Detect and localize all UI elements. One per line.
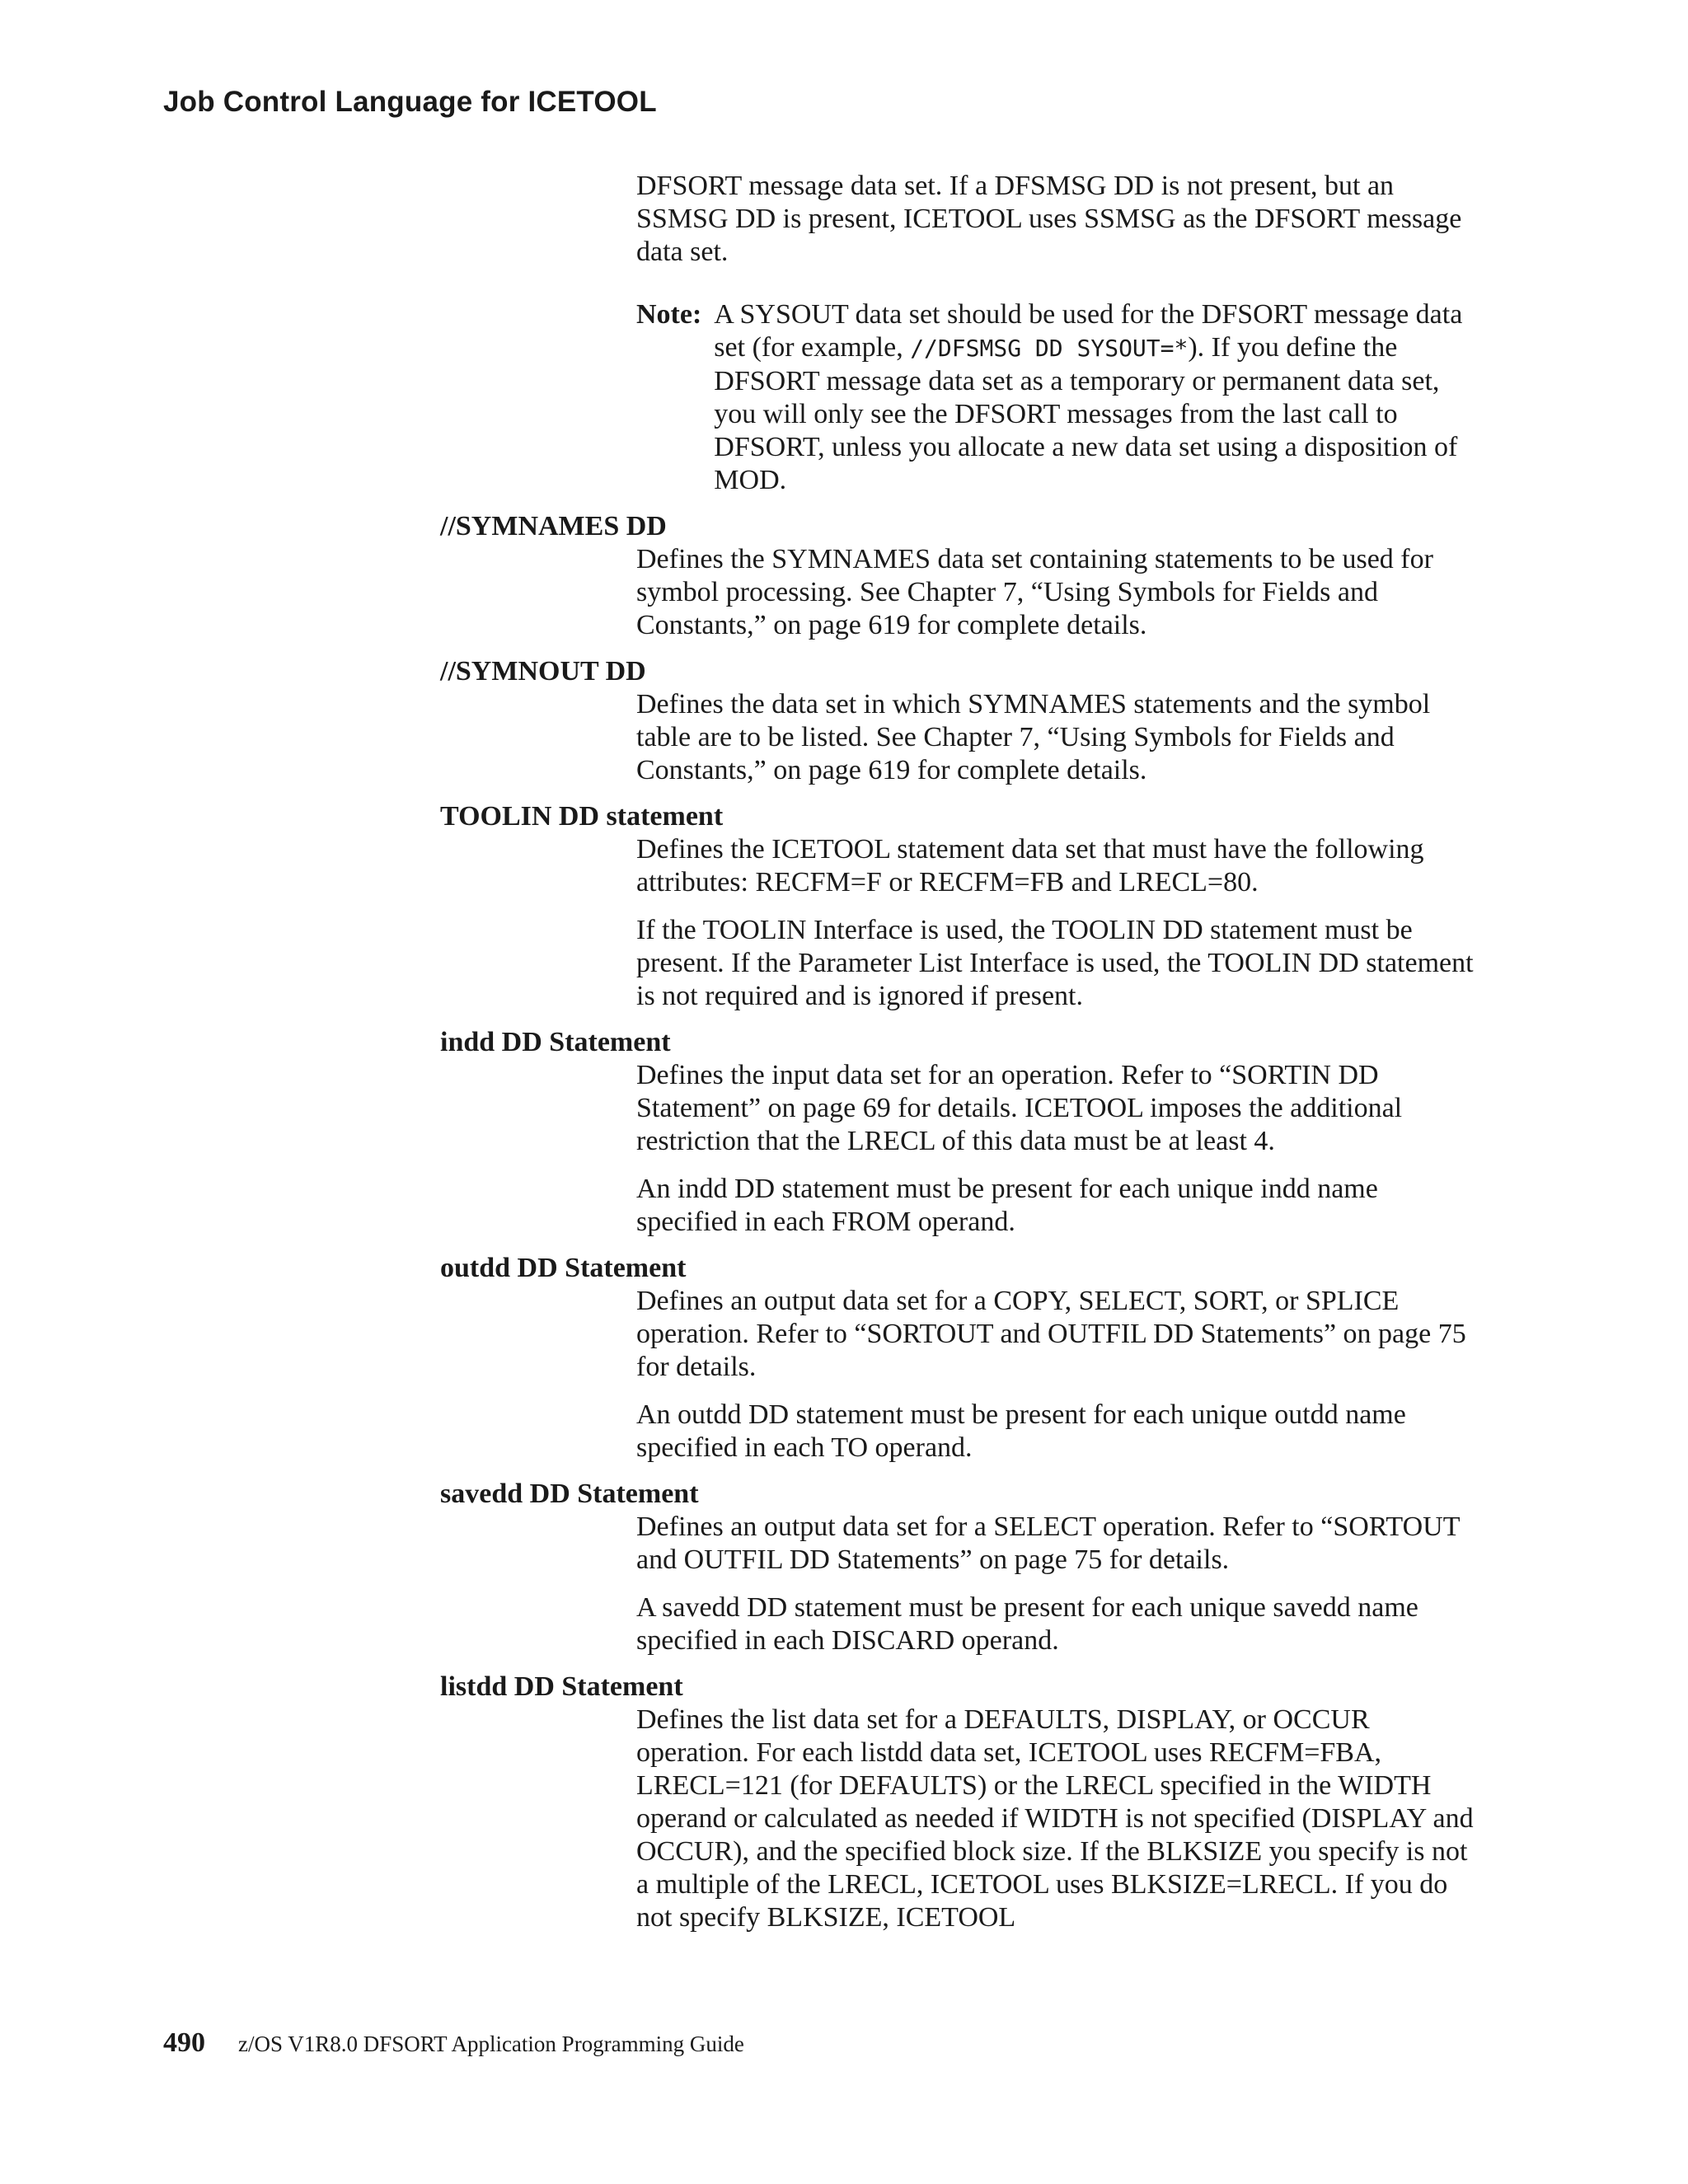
term-savedd: savedd DD Statement [440, 1479, 699, 1509]
note-text [714, 298, 1477, 497]
definition-symnames [0, 510, 1688, 642]
definition-outdd [0, 1252, 1688, 1465]
description-paragraph: Defines an output data set for a SELECT operation. Refer to “SORTOUT and OUTFIL DD Statements” on page 75 for details. [636, 1511, 1460, 1575]
description-symnout [0, 688, 1688, 787]
definition-toolin [0, 800, 1688, 1013]
description-savedd [0, 1511, 1688, 1657]
description-paragraph: Defines the SYMNAMES data set containing statements to be used for symbol processing. See Chapter 7, “Using Symbols for Fields and Constants,” on page 619 for complete details. [636, 544, 1433, 640]
page-content [0, 170, 1688, 1947]
intro-paragraph: DFSORT message data set. If a DFSMSG DD is not present, but an SSMSG DD is present, ICETOOL uses SSMSG as the DFSORT message data set. [636, 171, 1462, 267]
term-symnames: //SYMNAMES DD [440, 511, 667, 541]
page-footer [163, 2027, 744, 2059]
term-toolin: TOOLIN DD statement [440, 801, 724, 832]
definition-symnout [0, 655, 1688, 787]
description-symnames [0, 543, 1688, 642]
running-header: Job Control Language for ICETOOL [163, 86, 657, 118]
description-indd [0, 1059, 1688, 1239]
description-paragraph: Defines the data set in which SYMNAMES statements and the symbol table are to be listed. See Chapter 7, “Using Symbols for Fields and Constants,” on page 619 for complete details. [636, 689, 1431, 785]
definition-indd [0, 1026, 1688, 1239]
description-paragraph: A savedd DD statement must be present for each unique savedd name specified in each DISCARD operand. [636, 1592, 1418, 1656]
description-listdd [0, 1704, 1688, 1934]
description-paragraph: If the TOOLIN Interface is used, the TOOLIN DD statement must be present. If the Parameter List Interface is used, the TOOLIN DD statement is not required and is ignored if present. [636, 915, 1474, 1011]
note-text-after: ). If you define the DFSORT message data set as a temporary or permanent data set, you will only see the DFSORT messages from the last call to DFSORT, unless you allocate a new data set using a disposition of MOD. [714, 332, 1458, 495]
description-paragraph: An outdd DD statement must be present for each unique outdd name specified in each TO operand. [636, 1399, 1406, 1463]
note-code-sample: //DFSMSG DD SYSOUT=* [910, 335, 1189, 362]
description-paragraph: Defines the input data set for an operation. Refer to “SORTIN DD Statement” on page 69 for details. ICETOOL imposes the additional restriction that the LRECL of this data must be at least 4. [636, 1060, 1403, 1156]
document-title: z/OS V1R8.0 DFSORT Application Programming Guide [238, 2032, 744, 2056]
term-listdd: listdd DD Statement [440, 1671, 683, 1702]
description-paragraph: Defines an output data set for a COPY, SELECT, SORT, or SPLICE operation. Refer to “SORTOUT and OUTFIL DD Statements” on page 75 for details. [636, 1286, 1466, 1382]
note-label: Note: [636, 299, 702, 330]
term-symnout: //SYMNOUT DD [440, 656, 646, 687]
note-block [636, 298, 1477, 497]
definition-savedd [0, 1478, 1688, 1657]
definition-listdd [0, 1671, 1688, 1934]
page-number: 490 [163, 2027, 205, 2058]
note-text-before: A SYSOUT data set should be used for the DFSORT message data set (for example, [714, 299, 1463, 363]
description-paragraph: An indd DD statement must be present for each unique indd name specified in each FROM operand. [636, 1174, 1378, 1237]
description-paragraph: Defines the list data set for a DEFAULTS, DISPLAY, or OCCUR operation. For each listdd data set, ICETOOL uses RECFM=FBA, LRECL=121 (for DEFAULTS) or the LRECL specified in the WIDTH operand or calculated as needed if WIDTH is not specified (DISPLAY and OCCUR), and the specified block size. If the BLKSIZE you specify is not a multiple of the LRECL, ICETOOL uses BLKSIZE=LRECL. If you do not specify BLKSIZE, ICETOOL [636, 1704, 1474, 1933]
term-indd: indd DD Statement [440, 1027, 671, 1057]
term-outdd: outdd DD Statement [440, 1253, 687, 1283]
description-toolin [0, 833, 1688, 1013]
description-outdd [0, 1285, 1688, 1465]
description-paragraph: Defines the ICETOOL statement data set that must have the following attributes: RECFM=F or RECFM=FB and LRECL=80. [636, 834, 1424, 898]
